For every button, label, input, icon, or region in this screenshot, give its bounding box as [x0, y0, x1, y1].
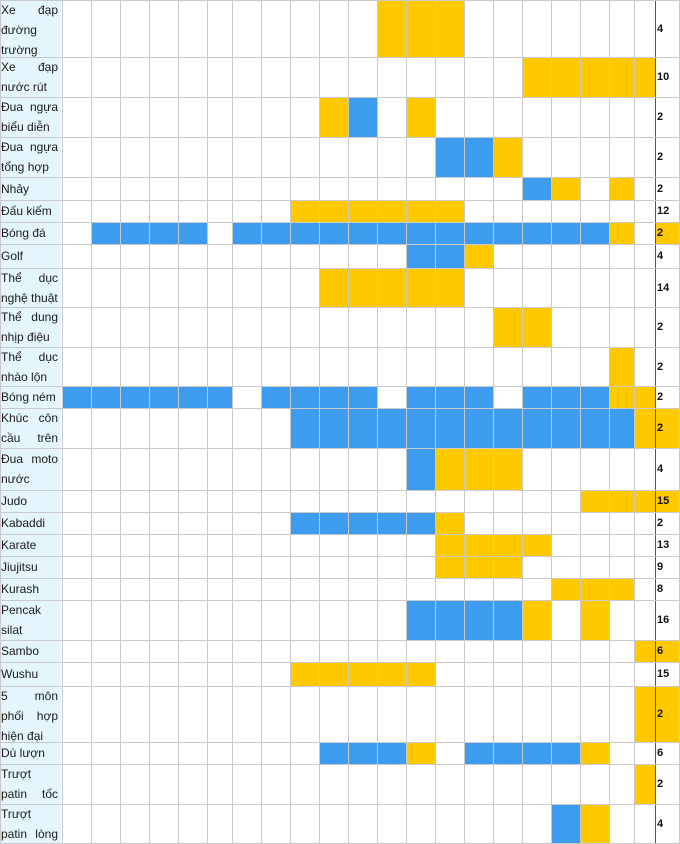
competition-cell: [290, 222, 319, 244]
competition-cell: [522, 408, 551, 448]
competition-cell: [62, 386, 91, 408]
grid-line-vertical: [91, 0, 92, 844]
medal-count: 4: [657, 818, 664, 830]
grid-line-horizontal: [0, 137, 680, 138]
sport-name: Xe đạp nước rút: [0, 57, 61, 97]
grid-line-vertical: [149, 0, 150, 844]
medal-day-cell: [551, 177, 580, 200]
medal-day-cell: [319, 662, 348, 686]
medal-day-cell: [580, 490, 609, 512]
sport-name: Wushu: [0, 662, 61, 686]
medal-day-cell: [609, 490, 634, 512]
sport-name: 5 môn phối hợp hiện đại: [0, 686, 61, 742]
grid-line-horizontal: [0, 490, 680, 491]
medal-day-cell: [406, 200, 435, 222]
medal-count: 12: [657, 205, 670, 217]
sport-name: Đấu kiếm: [0, 200, 61, 222]
medal-day-cell: [634, 640, 655, 662]
medal-count: 2: [657, 391, 664, 403]
competition-cell: [406, 386, 435, 408]
competition-cell: [149, 386, 178, 408]
sport-name: Golf: [0, 244, 61, 268]
competition-cell: [580, 222, 609, 244]
grid-line-horizontal: [0, 512, 680, 513]
grid-line-horizontal: [0, 347, 680, 348]
medal-count: 2: [657, 708, 664, 720]
medal-day-cell: [406, 0, 435, 57]
grid-line-horizontal: [0, 556, 680, 557]
grid-line-vertical: [551, 0, 552, 844]
grid-line-vertical: [522, 0, 523, 844]
medal-day-cell: [522, 57, 551, 97]
grid-line-vertical: [290, 0, 291, 844]
sport-name: Xe đạp đường trường: [0, 0, 61, 57]
medal-day-cell: [435, 200, 464, 222]
medal-day-cell: [522, 534, 551, 556]
sport-name: Nhảy: [0, 177, 61, 200]
medal-count: 2: [657, 321, 664, 333]
medal-day-cell: [435, 268, 464, 307]
medal-day-cell: [377, 662, 406, 686]
medal-count: 8: [657, 583, 664, 595]
grid-line-vertical: [0, 0, 1, 844]
medal-day-cell: [377, 200, 406, 222]
competition-cell: [120, 386, 149, 408]
medal-day-cell: [580, 600, 609, 640]
medal-day-cell: [493, 556, 522, 578]
competition-cell: [178, 222, 207, 244]
medal-count: 4: [657, 22, 664, 35]
grid-line-vertical: [464, 0, 465, 844]
competition-cell: [178, 386, 207, 408]
competition-cell: [232, 222, 261, 244]
sport-name: Thể dục nghệ thuật: [0, 268, 61, 307]
competition-cell: [406, 600, 435, 640]
competition-cell: [464, 386, 493, 408]
medal-day-cell: [493, 448, 522, 490]
competition-cell: [406, 222, 435, 244]
medal-count: 2: [657, 778, 664, 790]
grid-line-horizontal: [0, 804, 680, 805]
medal-day-cell: [348, 200, 377, 222]
sport-name: Kabaddi: [0, 512, 61, 534]
medal-day-cell: [609, 386, 634, 408]
medal-day-cell: [580, 57, 609, 97]
competition-cell: [290, 512, 319, 534]
competition-cell: [406, 512, 435, 534]
competition-cell: [435, 386, 464, 408]
competition-cell: [377, 512, 406, 534]
grid-line-vertical: [435, 0, 436, 844]
competition-cell: [435, 222, 464, 244]
grid-line-vertical: [655, 0, 656, 844]
competition-cell: [261, 386, 290, 408]
medal-count: 13: [657, 539, 670, 551]
grid-line-vertical: [178, 0, 179, 844]
sport-name: Đua moto nước: [0, 448, 61, 490]
competition-cell: [207, 386, 232, 408]
medal-day-cell: [435, 0, 464, 57]
competition-cell: [348, 386, 377, 408]
medal-day-cell: [609, 347, 634, 386]
competition-cell: [464, 408, 493, 448]
medal-day-cell: [551, 57, 580, 97]
medal-day-cell: [319, 97, 348, 137]
medal-count: 2: [657, 151, 664, 163]
competition-cell: [406, 244, 435, 268]
medal-count: 6: [657, 747, 664, 759]
grid-line-vertical: [319, 0, 320, 844]
grid-line-horizontal: [0, 177, 680, 178]
competition-cell: [120, 222, 149, 244]
grid-line-horizontal: [0, 307, 680, 308]
competition-cell: [522, 386, 551, 408]
grid-line-horizontal: [0, 764, 680, 765]
competition-cell: [348, 742, 377, 764]
medal-day-cell: [406, 742, 435, 764]
medal-day-cell: [493, 534, 522, 556]
grid-line-horizontal: [0, 0, 680, 1]
grid-line-horizontal: [0, 97, 680, 98]
competition-cell: [319, 408, 348, 448]
grid-line-vertical: [634, 0, 635, 844]
medal-count: 2: [657, 422, 664, 434]
medal-day-cell: [348, 268, 377, 307]
medal-count: 2: [657, 182, 664, 195]
medal-day-cell: [290, 662, 319, 686]
medal-day-cell: [522, 600, 551, 640]
medal-count: 16: [657, 614, 670, 626]
medal-day-cell: [406, 662, 435, 686]
medal-day-cell: [551, 578, 580, 600]
sport-name: Khúc côn cầu trên: [0, 408, 61, 448]
competition-cell: [91, 386, 120, 408]
sport-name: Thể dung nhịp điệu: [0, 307, 61, 347]
grid-line-vertical: [348, 0, 349, 844]
grid-line-vertical: [120, 0, 121, 844]
competition-cell: [522, 742, 551, 764]
competition-cell: [551, 804, 580, 844]
competition-cell: [464, 222, 493, 244]
medal-count: 10: [657, 71, 670, 83]
medal-day-cell: [435, 448, 464, 490]
competition-cell: [522, 177, 551, 200]
sport-name: Pencak silat: [0, 600, 61, 640]
medal-day-cell: [319, 268, 348, 307]
medal-day-cell: [634, 57, 655, 97]
medal-day-cell: [609, 177, 634, 200]
medal-day-cell: [580, 804, 609, 844]
sport-name: Karate: [0, 534, 61, 556]
medal-day-cell: [406, 97, 435, 137]
competition-cell: [406, 408, 435, 448]
medal-day-cell: [435, 556, 464, 578]
medal-day-cell: [377, 268, 406, 307]
sport-name: Trượt patin lòng: [0, 804, 61, 844]
competition-cell: [464, 600, 493, 640]
grid-line-horizontal: [0, 222, 680, 223]
grid-line-horizontal: [0, 448, 680, 449]
medal-count: 15: [657, 668, 670, 680]
competition-cell: [319, 742, 348, 764]
competition-cell: [377, 222, 406, 244]
competition-cell: [493, 742, 522, 764]
competition-cell: [464, 137, 493, 177]
sport-name: Trượt patin tốc: [0, 764, 61, 804]
medal-day-cell: [609, 57, 634, 97]
medal-day-cell: [464, 534, 493, 556]
medal-day-cell: [348, 662, 377, 686]
medal-day-cell: [377, 0, 406, 57]
medal-day-cell: [435, 512, 464, 534]
medal-day-cell: [435, 534, 464, 556]
competition-cell: [435, 137, 464, 177]
medal-count: 9: [657, 561, 664, 573]
competition-cell: [261, 222, 290, 244]
grid-line-vertical: [261, 0, 262, 844]
medal-day-cell: [634, 408, 655, 448]
sport-name: Đua ngựa biểu diễn: [0, 97, 61, 137]
competition-cell: [348, 408, 377, 448]
grid-line-horizontal: [0, 57, 680, 58]
competition-cell: [464, 742, 493, 764]
competition-cell: [435, 244, 464, 268]
competition-cell: [551, 408, 580, 448]
medal-count: 2: [657, 360, 664, 373]
medal-day-cell: [464, 448, 493, 490]
grid-line-horizontal: [0, 662, 680, 663]
competition-cell: [290, 386, 319, 408]
medal-day-cell: [493, 307, 522, 347]
competition-cell: [522, 222, 551, 244]
sport-name: Bóng đá: [0, 222, 61, 244]
medal-day-cell: [634, 764, 655, 804]
medal-count: 2: [657, 227, 664, 239]
sport-name: Judo: [0, 490, 61, 512]
grid-line-horizontal: [0, 742, 680, 743]
sport-name: Sambo: [0, 640, 61, 662]
grid-line-vertical: [609, 0, 610, 844]
medal-day-cell: [406, 268, 435, 307]
competition-cell: [551, 222, 580, 244]
competition-cell: [493, 222, 522, 244]
medal-count: 4: [657, 250, 664, 262]
grid-line-vertical: [377, 0, 378, 844]
competition-cell: [290, 408, 319, 448]
grid-line-horizontal: [0, 534, 680, 535]
sport-name: Dù lượn: [0, 742, 61, 764]
medal-day-cell: [290, 200, 319, 222]
sport-name: Thể dục nhào lộn: [0, 347, 61, 386]
competition-cell: [493, 600, 522, 640]
sport-name: Bóng ném: [0, 386, 61, 408]
medal-count: 4: [657, 463, 664, 475]
sport-name: Jiujitsu: [0, 556, 61, 578]
competition-cell: [319, 386, 348, 408]
medal-day-cell: [464, 244, 493, 268]
medal-day-cell: [634, 386, 655, 408]
grid-line-vertical: [207, 0, 208, 844]
competition-cell: [609, 408, 634, 448]
competition-cell: [493, 408, 522, 448]
grid-line-horizontal: [0, 600, 680, 601]
medal-count: 2: [657, 517, 664, 529]
medal-day-cell: [634, 490, 655, 512]
grid-line-horizontal: [0, 408, 680, 409]
competition-cell: [406, 448, 435, 490]
medal-day-cell: [319, 200, 348, 222]
competition-cell: [580, 408, 609, 448]
medal-day-cell: [493, 137, 522, 177]
grid-line-vertical: [62, 0, 63, 844]
competition-cell: [377, 742, 406, 764]
sport-name: Kurash: [0, 578, 61, 600]
grid-line-horizontal: [0, 386, 680, 387]
medal-count: 15: [657, 495, 670, 507]
competition-cell: [551, 386, 580, 408]
grid-line-horizontal: [0, 200, 680, 201]
medal-count: 14: [657, 281, 670, 294]
competition-cell: [435, 600, 464, 640]
competition-cell: [580, 386, 609, 408]
grid-line-vertical: [406, 0, 407, 844]
grid-line-horizontal: [0, 578, 680, 579]
grid-line-horizontal: [0, 244, 680, 245]
grid-line-vertical: [232, 0, 233, 844]
medal-day-cell: [609, 578, 634, 600]
medal-count: 2: [657, 111, 664, 123]
medal-day-cell: [522, 307, 551, 347]
competition-cell: [91, 222, 120, 244]
grid-line-horizontal: [0, 640, 680, 641]
competition-cell: [348, 222, 377, 244]
grid-line-horizontal: [0, 268, 680, 269]
competition-cell: [348, 97, 377, 137]
grid-line-vertical: [580, 0, 581, 844]
medal-day-cell: [580, 578, 609, 600]
competition-cell: [348, 512, 377, 534]
medal-day-cell: [464, 556, 493, 578]
competition-cell: [319, 222, 348, 244]
competition-cell: [149, 222, 178, 244]
competition-cell: [551, 742, 580, 764]
sport-name: Đua ngựa tổng hợp: [0, 137, 61, 177]
competition-cell: [435, 408, 464, 448]
medal-day-cell: [634, 686, 655, 742]
medal-count: 6: [657, 645, 664, 657]
competition-cell: [319, 512, 348, 534]
medal-day-cell: [609, 222, 634, 244]
grid-line-vertical: [493, 0, 494, 844]
grid-line-horizontal: [0, 686, 680, 687]
competition-cell: [377, 408, 406, 448]
medal-day-cell: [580, 742, 609, 764]
